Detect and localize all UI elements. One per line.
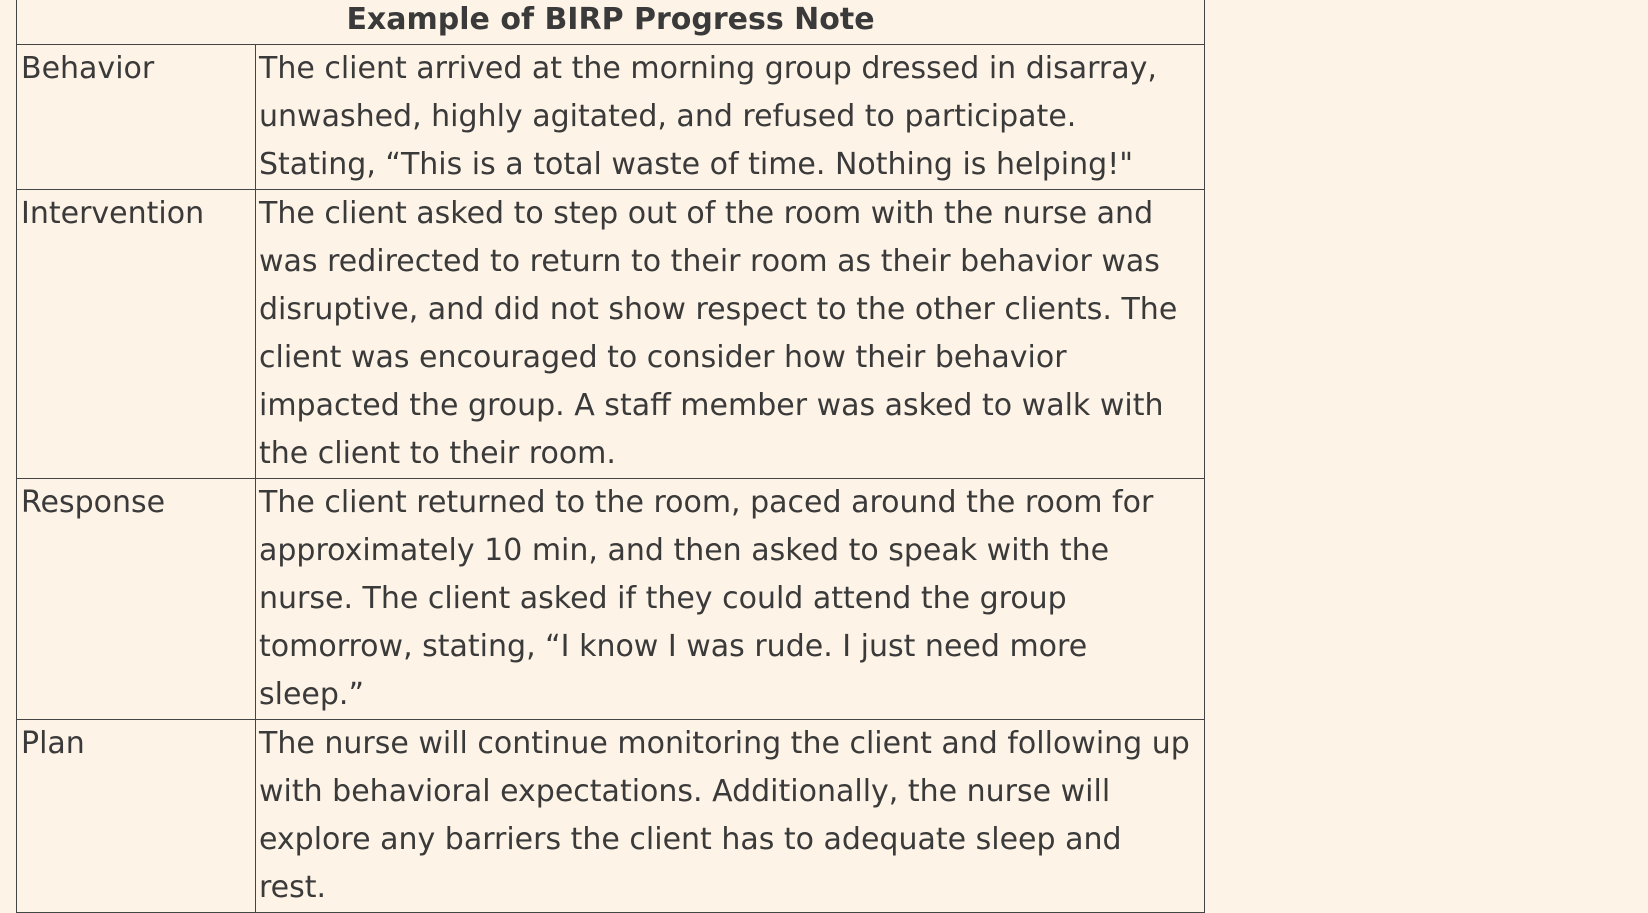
row-text-behavior: The client arrived at the morning group dressed in disarray, unwashed, highly agitated, and refused to participate. Stating, “This is a total waste of time. Nothing is helping!" [256, 45, 1205, 190]
table-row-intervention [17, 190, 1205, 479]
table-row-response [17, 479, 1205, 720]
table-title: Example of BIRP Progress Note [17, 0, 1205, 45]
table-row-plan [17, 720, 1205, 913]
table-row-behavior [17, 45, 1205, 190]
row-label-response: Response [17, 479, 256, 720]
row-label-intervention: Intervention [17, 190, 256, 479]
row-text-intervention: The client asked to step out of the room with the nurse and was redirected to return to their room as their behavior was disruptive, and did not show respect to the other clients. The client was encouraged to consider how their behavior impacted the group. A staff member was asked to walk with the client to their room. [256, 190, 1205, 479]
birp-progress-note-table [16, 0, 1205, 913]
table-caption-row [17, 0, 1205, 45]
row-label-plan: Plan [17, 720, 256, 913]
row-text-response: The client returned to the room, paced around the room for approximately 10 min, and then asked to speak with the nurse. The client asked if they could attend the group tomorrow, stating, “I know I was rude. I just need more sleep.” [256, 479, 1205, 720]
row-label-behavior: Behavior [17, 45, 256, 190]
row-text-plan: The nurse will continue monitoring the client and following up with behavioral expectations. Additionally, the nurse will explore any barriers the client has to adequate sleep and rest. [256, 720, 1205, 913]
